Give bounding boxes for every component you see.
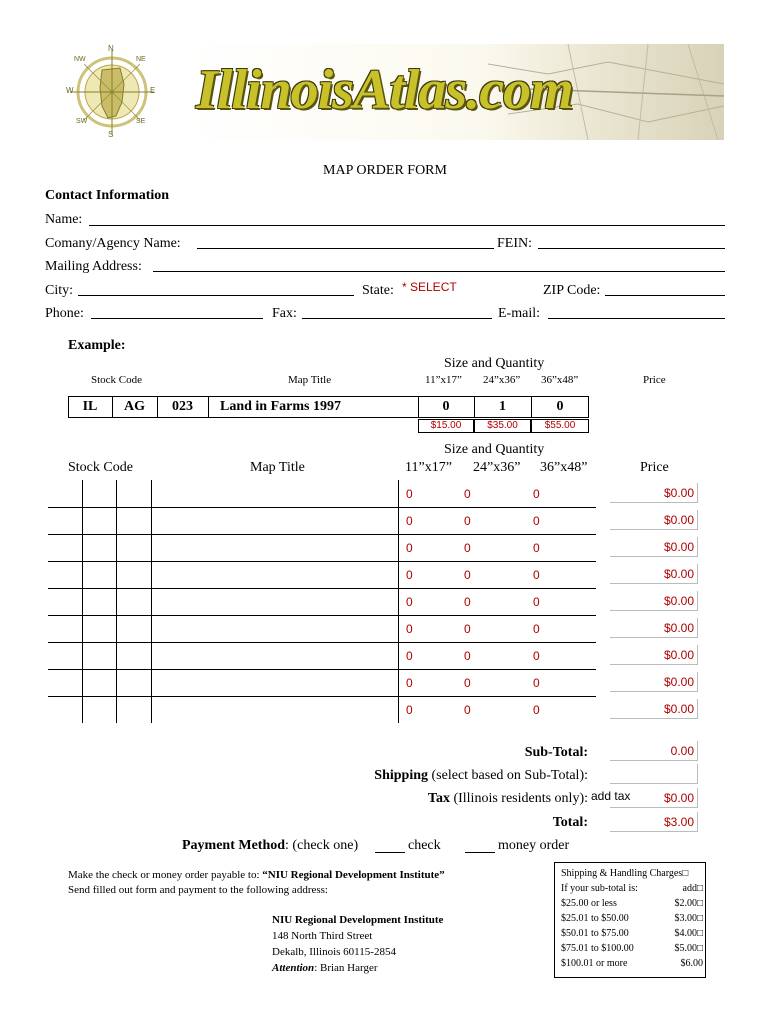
shipping-label-bold: Shipping [374,768,429,783]
example-price2: $35.00 [474,419,531,433]
order-col-stock-code: Stock Code [68,460,133,475]
stock-code-field-1[interactable] [48,696,82,723]
qty-24x36-field[interactable]: 0 [464,676,471,690]
example-size-qty-label: Size and Quantity [444,356,545,371]
payable-line1 [68,869,445,881]
qty-24x36-field[interactable]: 0 [464,514,471,528]
agency-field[interactable] [197,248,494,249]
row-price: $0.00 [610,483,698,503]
stock-code-field-1[interactable] [48,480,82,507]
stock-code-field-1[interactable] [48,669,82,696]
table-row [48,534,708,561]
compass-se: SE [136,118,146,125]
shipping-table-title: Shipping & Handling Charges□ [561,868,689,879]
logo-text: IllinoisAtlas.com [196,59,573,121]
example-col-price: Price [643,374,666,386]
map-title-field[interactable] [151,534,398,561]
state-label: State: [362,283,394,298]
shipping-charge: $2.00□ [674,898,703,909]
row-price: $0.00 [610,537,698,557]
qty-24x36-field[interactable]: 0 [464,649,471,663]
qty-36x48-field[interactable]: 0 [533,595,540,609]
stock-code-field-2[interactable] [82,561,116,588]
qty-24x36-field[interactable]: 0 [464,622,471,636]
shipping-charges-table [554,862,706,978]
example-col-size1: 11”x17” [425,374,462,386]
shipping-range: $25.00 or less [561,898,617,909]
payable-name: “NIU Regional Development Institute” [262,869,445,881]
compass-w: W [66,86,74,95]
address-street: 148 North Third Street [272,930,373,942]
example-q2: 1 [499,399,506,414]
order-col-size2: 24”x36” [473,460,521,475]
stock-code-field-3[interactable] [116,696,151,723]
qty-11x17-field[interactable]: 0 [406,568,413,582]
address-attention [272,962,378,974]
qty-24x36-field[interactable]: 0 [464,487,471,501]
qty-11x17-field[interactable]: 0 [406,676,413,690]
table-row [48,696,708,723]
stock-code-field-2[interactable] [82,696,116,723]
stock-code-field-3[interactable] [116,507,151,534]
qty-11x17-field[interactable]: 0 [406,622,413,636]
qty-36x48-field[interactable]: 0 [533,622,540,636]
qty-11x17-field[interactable]: 0 [406,703,413,717]
compass-sw: SW [76,118,88,125]
stock-code-field-1[interactable] [48,642,82,669]
example-col-map-title: Map Title [288,374,332,386]
payable-prefix: Make the check or money order payable to: [68,869,263,881]
compass-n: N [108,44,114,53]
map-title-field[interactable] [151,561,398,588]
qty-11x17-field[interactable]: 0 [406,595,413,609]
tax-label-rest: (Illinois residents only): [449,791,588,806]
table-row [48,669,708,696]
qty-36x48-field[interactable]: 0 [533,568,540,582]
qty-24x36-field[interactable]: 0 [464,703,471,717]
mailing-label: Mailing Address: [45,259,142,274]
shipping-charge: $3.00□ [674,913,703,924]
shipping-charge: $5.00□ [674,943,703,954]
shipping-table-header-left: If your sub-total is: [561,883,638,894]
payment-money-order-label: money order [498,838,570,853]
shipping-range: $75.01 to $100.00 [561,943,634,954]
table-row [48,588,708,615]
stock-code-field-2[interactable] [82,507,116,534]
stock-code-field-1[interactable] [48,534,82,561]
payable-line2: Send filled out form and payment to the following address: [68,884,328,896]
compass-s: S [108,130,114,139]
table-row [48,507,708,534]
row-price: $0.00 [610,618,698,638]
zip-label: ZIP Code: [543,283,601,298]
subtotal-value: 0.00 [610,741,698,761]
stock-code-field-2[interactable] [82,588,116,615]
payment-money-order-blank[interactable] [465,852,495,853]
stock-code-field-1[interactable] [48,507,82,534]
payment-label [182,838,358,854]
shipping-label-rest: (select based on Sub-Total): [428,768,588,783]
shipping-charge: $6.00 [680,958,703,969]
compass-e: E [150,86,156,95]
qty-36x48-field[interactable]: 0 [533,676,540,690]
phone-field[interactable] [91,318,263,319]
shipping-table-header-right: add□ [682,883,703,894]
order-size-qty-label: Size and Quantity [444,442,545,457]
phone-label: Phone: [45,306,84,321]
address-org: NIU Regional Development Institute [272,914,444,926]
qty-36x48-field[interactable]: 0 [533,649,540,663]
fein-label: FEIN: [497,236,532,251]
qty-11x17-field[interactable]: 0 [406,487,413,501]
order-col-price: Price [640,460,669,475]
example-price3: $55.00 [531,419,589,433]
shipping-range: $100.01 or more [561,958,628,969]
qty-36x48-field[interactable]: 0 [533,541,540,555]
example-price1: $15.00 [418,419,474,433]
email-label: E-mail: [498,306,540,321]
map-title-field[interactable] [151,615,398,642]
order-col-map-title: Map Title [250,460,305,475]
shipping-range: $50.01 to $75.00 [561,928,629,939]
example-code1: IL [82,399,98,414]
row-price: $0.00 [610,645,698,665]
stock-code-field-2[interactable] [82,615,116,642]
map-title-field[interactable] [151,696,398,723]
map-title-field[interactable] [151,480,398,507]
shipping-select[interactable] [610,764,698,784]
name-label: Name: [45,212,83,227]
table-row [48,561,708,588]
shipping-label [374,768,588,784]
example-col-stock-code: Stock Code [91,374,143,386]
map-title-field[interactable] [151,507,398,534]
qty-36x48-field[interactable]: 0 [533,514,540,528]
table-row [48,615,708,642]
mailing-field[interactable] [153,271,725,272]
agency-label: Comany/Agency Name: [45,236,181,251]
tax-label-bold: Tax [427,791,450,806]
address-city: Dekalb, Illinois 60115-2854 [272,946,396,958]
table-row [48,642,708,669]
example-col-size2: 24”x36” [483,374,521,386]
total-label: Total: [552,815,588,830]
shipping-charge: $4.00□ [674,928,703,939]
row-price: $0.00 [610,591,698,611]
compass-nw: NW [74,56,86,63]
row-price: $0.00 [610,699,698,719]
stock-code-field-2[interactable] [82,642,116,669]
qty-11x17-field[interactable]: 0 [406,649,413,663]
stock-code-field-2[interactable] [82,480,116,507]
qty-11x17-field[interactable]: 0 [406,514,413,528]
stock-code-field-2[interactable] [82,669,116,696]
stock-code-field-3[interactable] [116,480,151,507]
map-title-field[interactable] [151,588,398,615]
compass-ne: NE [136,56,146,63]
fax-label: Fax: [272,306,297,321]
order-col-size1: 11”x17” [405,460,452,475]
qty-36x48-field[interactable]: 0 [533,487,540,501]
header-banner [188,44,724,140]
qty-36x48-field[interactable]: 0 [533,703,540,717]
map-title-field[interactable] [151,642,398,669]
qty-24x36-field[interactable]: 0 [464,541,471,555]
total-value: $3.00 [610,812,698,832]
example-title: Land in Farms 1997 [220,399,341,414]
city-label: City: [45,283,74,298]
subtotal-label: Sub-Total: [524,745,588,760]
name-field[interactable] [89,225,725,226]
fein-field[interactable] [538,248,725,249]
example-code3: 023 [172,399,193,414]
city-field[interactable] [78,295,354,296]
stock-code-field-2[interactable] [82,534,116,561]
qty-11x17-field[interactable]: 0 [406,541,413,555]
shipping-range: $25.01 to $50.00 [561,913,629,924]
attention-label: Attention [272,962,315,974]
row-price: $0.00 [610,672,698,692]
example-q3: 0 [556,399,564,414]
stock-code-field-3[interactable] [116,669,151,696]
contact-heading: Contact Information [45,188,170,203]
stock-code-field-1[interactable] [48,588,82,615]
row-price: $0.00 [610,510,698,530]
stock-code-field-3[interactable] [116,534,151,561]
qty-24x36-field[interactable]: 0 [464,595,471,609]
compass-logo [62,44,162,140]
tax-checkbox-label[interactable]: add tax [591,789,631,803]
example-code2: AG [124,399,145,414]
map-title-field[interactable] [151,669,398,696]
zip-field[interactable] [605,295,725,296]
state-select[interactable]: * SELECT [402,280,457,294]
stock-code-field-3[interactable] [116,588,151,615]
attention-name: : Brian Harger [314,962,378,974]
payment-check-blank[interactable] [375,852,405,853]
email-field[interactable] [548,318,725,319]
form-title: MAP ORDER FORM [323,163,447,178]
example-col-size3: 36”x48” [541,374,579,386]
qty-24x36-field[interactable]: 0 [464,568,471,582]
stock-code-field-3[interactable] [116,561,151,588]
stock-code-field-3[interactable] [116,615,151,642]
payment-label-rest: : (check one) [285,838,359,853]
tax-value: $0.00 [610,788,698,808]
payment-label-bold: Payment Method [182,838,286,853]
row-price: $0.00 [610,564,698,584]
stock-code-field-1[interactable] [48,615,82,642]
example-q1: 0 [442,399,450,414]
table-row [48,480,708,507]
stock-code-field-3[interactable] [116,642,151,669]
stock-code-field-1[interactable] [48,561,82,588]
tax-label [428,791,588,807]
example-heading: Example: [68,338,126,353]
fax-field[interactable] [302,318,492,319]
order-col-size3: 36”x48” [540,460,588,475]
payment-check-label: check [408,838,441,853]
